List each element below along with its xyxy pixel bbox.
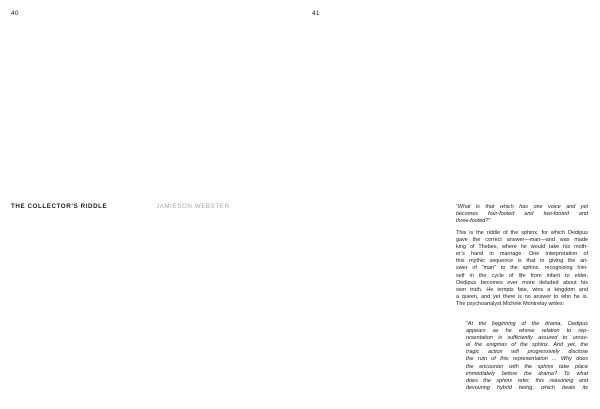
body-paragraph <box>456 230 588 308</box>
quote-line: resentation is sufficiently assured to unrav- <box>466 335 588 342</box>
quote-line: the ruin of this representation ... Why does <box>466 356 588 363</box>
quote-line: devouring hybrid being, which beats its <box>466 384 588 391</box>
block-quote <box>466 321 588 392</box>
body-line: This is the riddle of the sphinx, for which Oedipus <box>456 230 588 236</box>
body-line: a queen, and yet there is no answer to who he is. <box>456 293 588 300</box>
right-page-number: 41 <box>312 10 320 17</box>
epigraph-line: becomes four-footed and two-footed and <box>456 211 588 218</box>
body-line: Oedipus becomes ever more deluded about his <box>456 279 588 286</box>
body-line: The psychoanalyst Michele Montrelay writes: <box>456 300 565 307</box>
epigraph <box>456 204 588 225</box>
epigraph-line: three-footed?” <box>456 218 491 225</box>
quote-line: does the sphinx refer, this reasoning and <box>466 377 588 384</box>
quote-line: el the enigmas of the sphinx. And yet, the <box>466 342 588 349</box>
quote-line: the encounter with the sphinx take place <box>466 363 588 370</box>
body-line: own truth. He tempts fate, wins a kingdom and <box>456 286 588 293</box>
body-line: king of Thebes, where he would take his moth- <box>456 244 588 251</box>
quote-line: immediately before the drama? To what <box>466 370 588 377</box>
epigraph-line: “What is that which has one voice and yet <box>456 204 588 210</box>
quote-line: “At the beginning of the drama, Oedipus <box>466 321 588 327</box>
body-line: er’s hand in marriage. One interpretation of <box>456 251 588 258</box>
quote-line: tragic action will progressively disclose <box>466 349 588 356</box>
article-author: JAMIESON WEBSTER <box>156 203 230 210</box>
quote-line: appears as he whose relation to rep- <box>466 328 588 335</box>
body-line: swer of “man” to the sphinx, recognizing him- <box>456 265 588 272</box>
article-title: THE COLLECTOR’S RIDDLE <box>11 203 108 210</box>
body-line: gave the correct answer—man—and was made <box>456 237 588 244</box>
left-page-number: 40 <box>11 10 19 17</box>
body-line: self in the cycle of life from infant to elder, <box>456 272 588 279</box>
body-line: this mythic sequence is that in giving the an- <box>456 258 588 265</box>
